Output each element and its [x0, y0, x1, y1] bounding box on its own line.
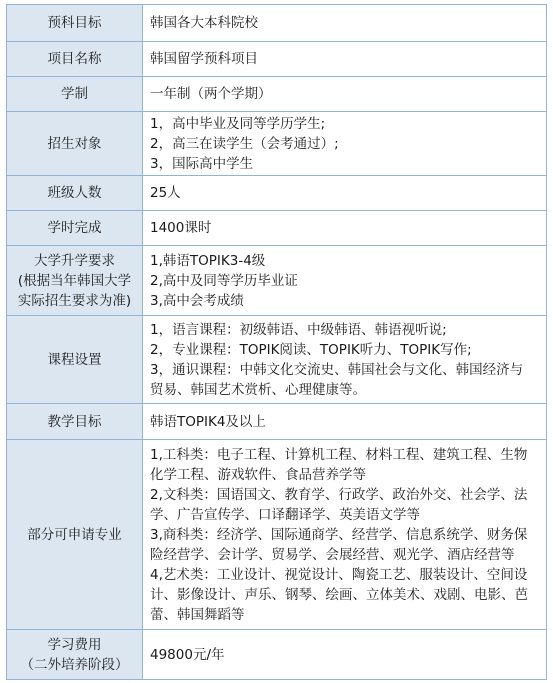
- label-text: 班级人数: [47, 185, 102, 201]
- table-row: [7, 316, 547, 404]
- value-text: 学、广告宣传学、口译翻译学、英美语文学等: [150, 506, 420, 523]
- value-text: 3,高中会考成绩: [150, 292, 244, 309]
- value-text: 4,艺术类：工业设计、视觉设计、陶瓷工艺、服装设计、空间设: [150, 566, 528, 583]
- label-text: 招生对象: [47, 135, 102, 152]
- row-value: [143, 630, 547, 680]
- value-text: 2，高三在读学生（会考通过）;: [150, 135, 339, 152]
- value-text: 1,工科类：电子工程、计算机工程、材料工程、建筑工程、生物: [150, 446, 528, 463]
- row-label: [7, 42, 143, 77]
- table-row: [7, 176, 547, 211]
- row-value: [143, 112, 547, 176]
- table-row: [7, 211, 547, 246]
- row-value: [143, 5, 547, 42]
- table-row: [7, 246, 547, 316]
- row-label: [7, 404, 143, 440]
- value-text: 贸易、韩国艺术赏析、心理健康等。: [150, 381, 366, 398]
- row-value: [143, 211, 547, 246]
- value-text: 25人: [150, 185, 181, 201]
- program-info-table: [6, 4, 547, 680]
- value-text: 险经营学、会计学、贸易学、会展经营、观光学、酒店经营等: [150, 546, 515, 563]
- row-value: [143, 246, 547, 316]
- row-value: [143, 42, 547, 77]
- row-label: [7, 5, 143, 42]
- value-text: 1,韩语TOPIK3-4级: [150, 252, 266, 269]
- row-value: [143, 404, 547, 440]
- value-text: 一年制（两个学期）: [150, 86, 272, 102]
- value-text: 蕾、韩国舞蹈等: [150, 606, 245, 623]
- label-text: (根据当年韩国大学: [17, 272, 132, 289]
- label-text: 教学目标: [47, 413, 102, 430]
- row-label: [7, 176, 143, 211]
- table-row: [7, 42, 547, 77]
- row-label: [7, 246, 143, 316]
- value-text: 3，通识课程：中韩文化交流史、韩国社会与文化、韩国经济与: [150, 361, 524, 378]
- table-row: [7, 5, 547, 42]
- table-row: [7, 77, 547, 112]
- value-text: 2,高中及同等学历毕业证: [150, 272, 298, 289]
- label-text: 学时完成: [47, 220, 102, 236]
- label-text: 实际招生要求为准): [17, 292, 132, 309]
- value-text: 1400课时: [150, 220, 212, 236]
- value-text: 2，专业课程：TOPIK阅读、TOPIK听力、TOPIK写作;: [150, 341, 472, 358]
- label-text: 大学升学要求: [34, 252, 115, 269]
- label-text: 预科目标: [47, 15, 102, 31]
- value-text: 3,商科类：经济学、国际通商学、经营学、信息系统学、财务保: [150, 526, 528, 543]
- value-text: 韩国各大本科院校: [150, 15, 258, 31]
- value-text: 化学工程、游戏软件、食品营养学等: [150, 466, 366, 483]
- row-value: [143, 77, 547, 112]
- label-text: 学习费用: [47, 636, 102, 653]
- value-text: 49800元/年: [150, 646, 225, 663]
- label-text: 项目名称: [47, 51, 102, 67]
- row-value: [143, 176, 547, 211]
- table-row: [7, 630, 547, 680]
- value-text: 韩语TOPIK4及以上: [150, 413, 266, 430]
- value-text: 1，高中毕业及同等学历学生;: [150, 115, 326, 132]
- label-text: 学制: [61, 86, 88, 102]
- row-value: [143, 316, 547, 404]
- row-label: [7, 630, 143, 680]
- label-text: （二外培养阶段）: [20, 656, 129, 673]
- row-value: [143, 440, 547, 630]
- value-text: 1，语言课程：初级韩语、中级韩语、韩语视听说;: [150, 321, 447, 338]
- table-row: [7, 112, 547, 176]
- table-row: [7, 404, 547, 440]
- value-text: 3，国际高中学生: [150, 155, 254, 172]
- value-text: 计、影像设计、声乐、钢琴、绘画、立体美术、戏剧、电影、芭: [150, 586, 528, 603]
- row-label: [7, 316, 143, 404]
- row-label: [7, 211, 143, 246]
- value-text: 韩国留学预科项目: [150, 51, 258, 67]
- table-row: [7, 440, 547, 630]
- label-text: 部分可申请专业: [27, 526, 122, 543]
- row-label: [7, 77, 143, 112]
- row-label: [7, 440, 143, 630]
- label-text: 课程设置: [47, 351, 102, 368]
- value-text: 2,文科类：国语国文、教育学、行政学、政治外交、社会学、法: [150, 486, 528, 503]
- row-label: [7, 112, 143, 176]
